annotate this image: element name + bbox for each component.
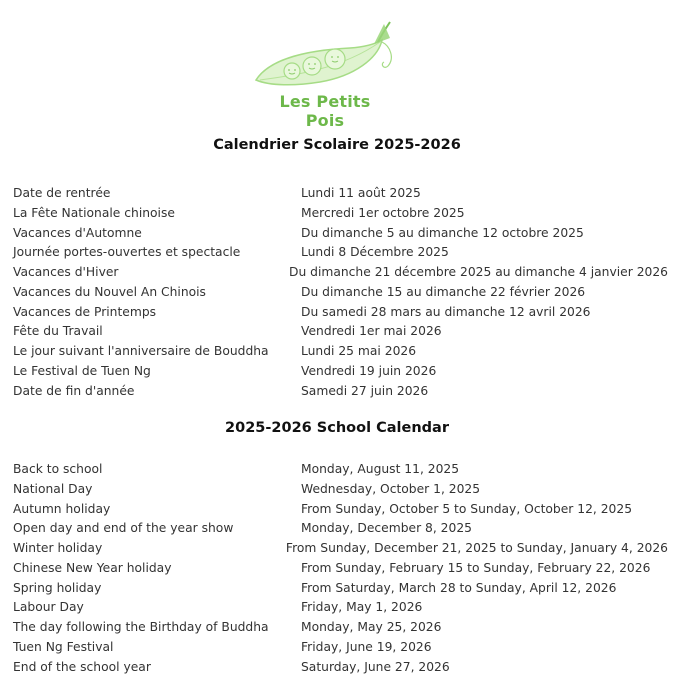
table-row [13, 303, 668, 323]
event-date: From Sunday, December 21, 2025 to Sunday, January 4, 2026 [285, 541, 668, 555]
event-date: Lundi 8 Décembre 2025 [301, 245, 449, 260]
event-label: The day following the Birthday of Buddha [13, 620, 269, 634]
event-date: Du dimanche 5 au dimanche 12 octobre 2025 [301, 225, 584, 240]
event-date: Du samedi 28 mars au dimanche 12 avril 2026 [301, 304, 591, 319]
table-row [13, 480, 668, 500]
english-calendar-title: 2025-2026 School Calendar [225, 420, 449, 436]
table-row [13, 598, 668, 618]
event-label: La Fête Nationale chinoise [13, 205, 175, 220]
event-date: Saturday, June 27, 2026 [301, 659, 450, 674]
event-date: Vendredi 1er mai 2026 [301, 324, 442, 339]
event-label: Le jour suivant l'anniversaire de Bouddha [13, 344, 269, 358]
event-label: Fête du Travail [13, 324, 103, 339]
table-row [13, 283, 668, 303]
event-date: Samedi 27 juin 2026 [301, 383, 429, 398]
french-calendar-title: Calendrier Scolaire 2025-2026 [213, 137, 461, 153]
event-label: National Day [13, 481, 93, 496]
english-calendar-table [13, 460, 668, 677]
table-row [13, 204, 668, 224]
table-row [13, 539, 668, 559]
event-date: Du dimanche 21 décembre 2025 au dimanche 4 janvier 2026 [288, 265, 668, 279]
event-label: Vacances de Printemps [13, 304, 157, 319]
table-row [13, 559, 668, 579]
event-date: From Sunday, October 5 to Sunday, October 12, 2025 [301, 501, 633, 516]
event-label: Labour Day [13, 600, 84, 615]
event-date: Wednesday, October 1, 2025 [301, 481, 481, 496]
table-row [13, 243, 668, 263]
table-row [13, 658, 668, 678]
event-label: Le Festival de Tuen Ng [13, 363, 151, 378]
event-label: Tuen Ng Festival [13, 639, 114, 654]
event-label: Autumn holiday [13, 501, 111, 516]
event-label: Chinese New Year holiday [13, 560, 172, 575]
event-label: Journée portes-ouvertes et spectacle [13, 245, 241, 260]
event-label: Date de rentrée [13, 186, 111, 200]
table-row [13, 263, 668, 283]
table-row [13, 460, 668, 480]
table-row [13, 618, 668, 638]
event-date: Monday, August 11, 2025 [301, 462, 460, 476]
event-date: From Saturday, March 28 to Sunday, April 12, 2026 [301, 580, 617, 595]
table-row [13, 362, 668, 382]
table-row [13, 638, 668, 658]
event-date: Mercredi 1er octobre 2025 [301, 205, 465, 220]
table-row [13, 184, 668, 204]
event-label: Back to school [13, 462, 103, 476]
event-date: Friday, May 1, 2026 [301, 600, 423, 615]
event-date: Lundi 25 mai 2026 [301, 344, 417, 358]
event-label: End of the school year [13, 659, 151, 674]
event-label: Vacances du Nouvel An Chinois [13, 284, 206, 299]
table-row [13, 224, 668, 244]
event-label: Open day and end of the year show [13, 521, 234, 536]
logo-text: Les Petits Pois [279, 92, 371, 130]
event-label: Vacances d'Hiver [13, 265, 119, 279]
table-row [13, 322, 668, 342]
table-row [13, 342, 668, 362]
event-date: Monday, December 8, 2025 [301, 521, 472, 536]
event-date: From Sunday, February 15 to Sunday, February 22, 2026 [301, 560, 651, 575]
event-label: Vacances d'Automne [13, 225, 142, 240]
logo [250, 18, 400, 130]
event-label: Date de fin d'année [13, 383, 135, 398]
event-date: Monday, May 25, 2026 [301, 620, 442, 634]
table-row [13, 382, 668, 402]
pea-pod-icon [250, 18, 400, 93]
event-label: Spring holiday [13, 580, 102, 595]
table-row [13, 519, 668, 539]
event-date: Du dimanche 15 au dimanche 22 février 2026 [301, 284, 586, 299]
event-date: Friday, June 19, 2026 [301, 639, 432, 654]
event-label: Winter holiday [13, 541, 103, 555]
event-date: Vendredi 19 juin 2026 [301, 363, 437, 378]
table-row [13, 500, 668, 520]
event-date: Lundi 11 août 2025 [301, 186, 421, 200]
french-calendar-table [13, 184, 668, 401]
table-row [13, 579, 668, 599]
